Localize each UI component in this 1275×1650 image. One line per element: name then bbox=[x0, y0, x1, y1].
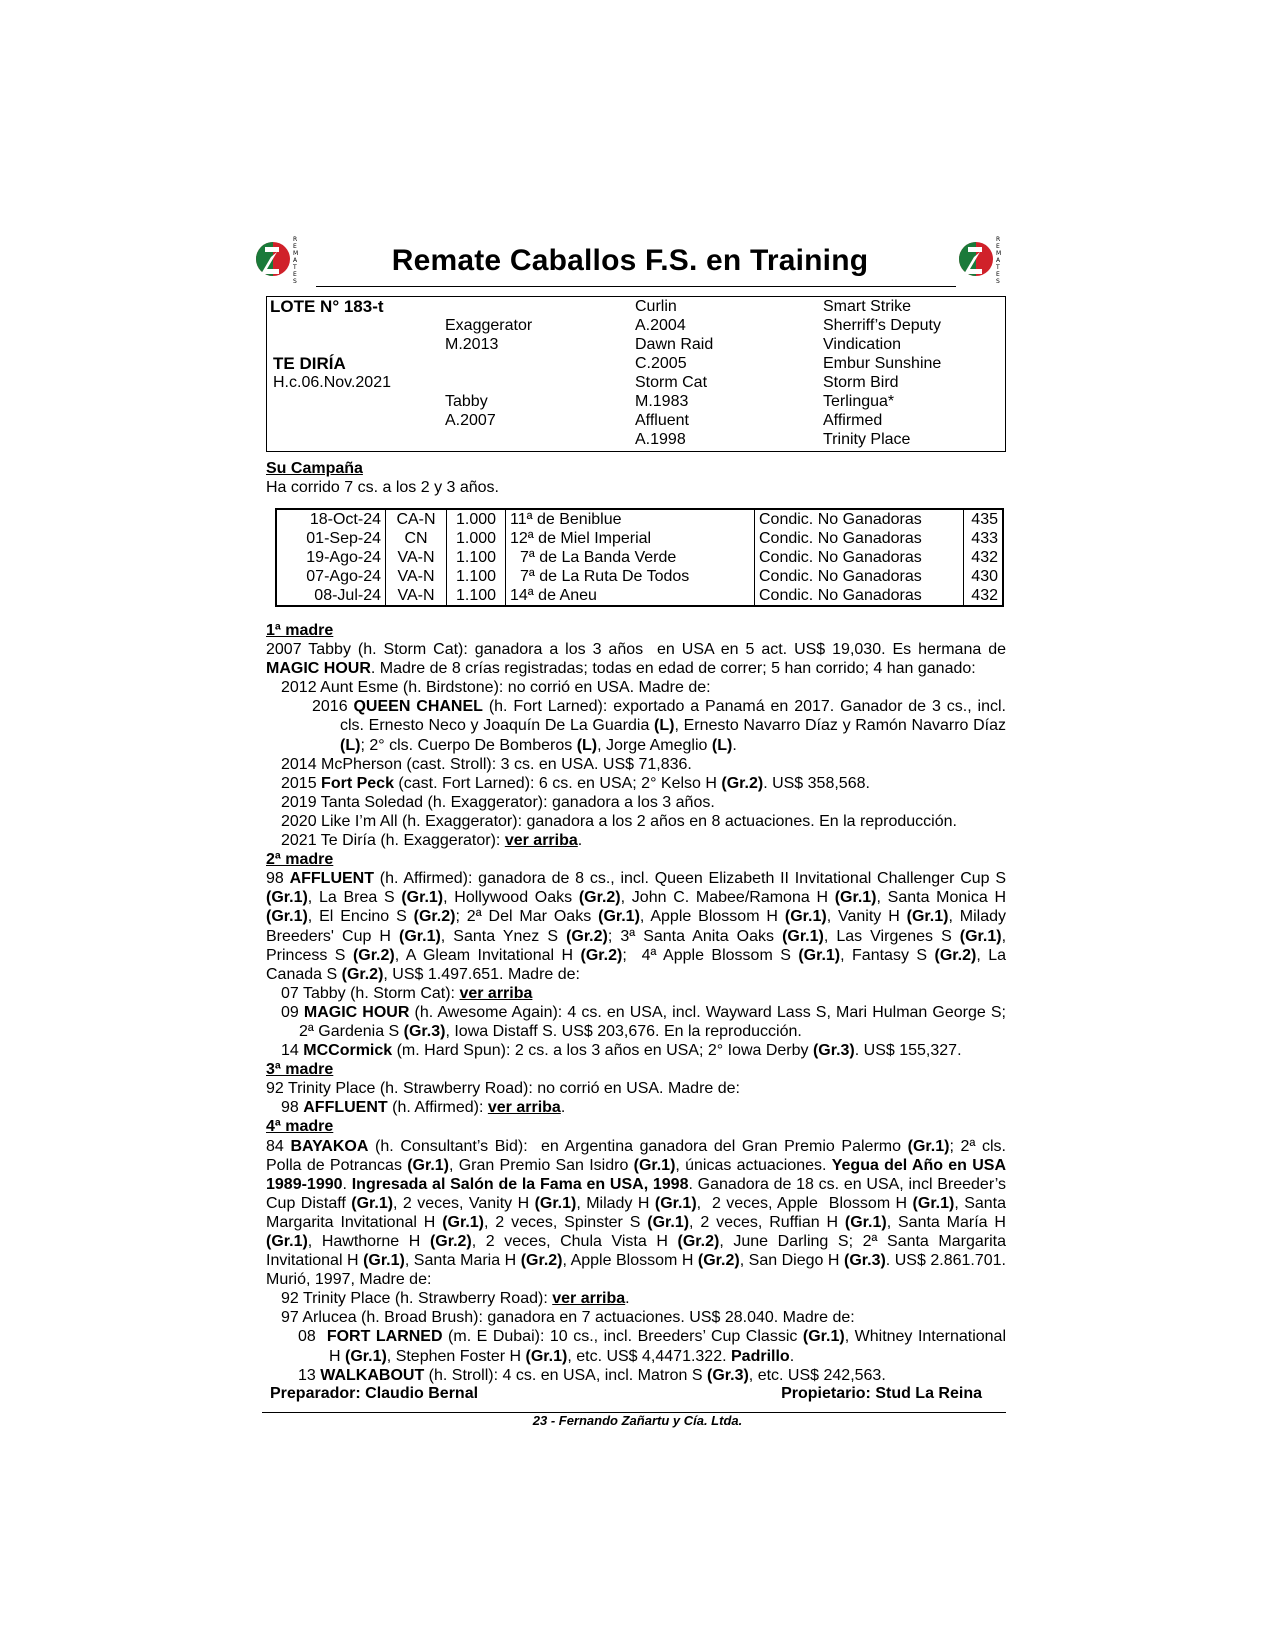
table-cell: 07-Ago-24 bbox=[306, 568, 381, 585]
list-item: 2012 Aunt Esme (h. Birdstone): no corrió en USA. Madre de: bbox=[281, 679, 711, 697]
list-item: 13 WALKABOUT (h. Stroll): 4 cs. en USA, incl. Matron S (Gr.3), etc. US$ 242,563. bbox=[298, 1366, 886, 1384]
table-cell: Condic. No Ganadoras bbox=[755, 567, 964, 586]
pedigree-notes bbox=[266, 621, 1006, 1385]
title-underline bbox=[316, 286, 956, 287]
table-cell: 7ª de La Banda Verde bbox=[506, 548, 755, 567]
table-cell: 18-Oct-24 bbox=[309, 511, 381, 528]
remates-logo-right bbox=[956, 233, 1006, 283]
table-cell: 430 bbox=[964, 567, 1004, 586]
svg-text:S: S bbox=[996, 278, 1000, 283]
list-item: 2014 McPherson (cast. Stroll): 3 cs. en USA. US$ 71,836. bbox=[281, 755, 692, 773]
granddam-2: Affluent bbox=[635, 412, 689, 429]
table-cell: 1.100 bbox=[447, 548, 506, 567]
section-1st-dam: 1ª madre bbox=[266, 622, 334, 639]
table-row bbox=[276, 509, 1003, 529]
list-item: 92 Trinity Place (h. Strawberry Road): ver arriba. bbox=[281, 1290, 630, 1308]
campaign-table bbox=[275, 508, 1004, 607]
table-row bbox=[276, 586, 1003, 606]
grandsire-2: Storm Cat bbox=[635, 374, 708, 391]
table-cell: 432 bbox=[964, 586, 1004, 606]
section-3rd-dam: 3ª madre bbox=[266, 1061, 334, 1079]
see-above-link[interactable]: ver arriba bbox=[552, 1290, 626, 1308]
table-row bbox=[276, 548, 1003, 567]
table-cell: VA-N bbox=[386, 548, 447, 567]
page-footer: 23 - Fernando Zañartu y Cía. Ltda. bbox=[532, 1413, 743, 1428]
ggen-2: Sherriff’s Deputy bbox=[823, 317, 941, 334]
see-above-link[interactable]: ver arriba bbox=[504, 832, 578, 850]
ggen-6: Terlingua* bbox=[823, 393, 895, 410]
table-cell: 1.000 bbox=[447, 509, 506, 529]
list-item: 2021 Te Diría (h. Exaggerator): ver arriba. bbox=[281, 832, 583, 850]
list-item: 08 FORT LARNED (m. E Dubai): 10 cs., incl. Breeders’ Cup Classic (Gr.1), Whitney International H (Gr.1), Stephen Foster H (Gr.1), etc. US$ 4,4471.322. Padrillo. bbox=[298, 1328, 1007, 1365]
table-cell: CA-N bbox=[386, 509, 447, 529]
ggen-5: Storm Bird bbox=[823, 374, 899, 391]
table-cell: Condic. No Ganadoras bbox=[755, 548, 964, 567]
table-cell: CN bbox=[386, 529, 447, 548]
table-row bbox=[276, 529, 1003, 548]
grandsire-1: Curlin bbox=[635, 298, 677, 315]
list-item: 07 Tabby (h. Storm Cat): ver arriba bbox=[281, 984, 533, 1002]
list-item: 98 AFFLUENT (h. Affirmed): ver arriba. bbox=[281, 1099, 566, 1117]
table-cell: 19-Ago-24 bbox=[306, 549, 381, 566]
table-cell: 1.000 bbox=[447, 529, 506, 548]
list-item: 97 Arlucea (h. Broad Brush): ganadora en 7 actuaciones. US$ 28.040. Madre de: bbox=[281, 1309, 855, 1327]
svg-text:M: M bbox=[996, 250, 1002, 257]
table-cell: 01-Sep-24 bbox=[306, 530, 381, 547]
svg-text:S: S bbox=[293, 278, 297, 283]
fourth-dam-text: 84 BAYAKOA (h. Consultant’s Bid): en Argentina ganadora del Gran Premio Palermo (Gr.1); 2ª cls. Polla de Potrancas (Gr.1), Gran Premio San Isidro (Gr.1), únicas actuaciones. Yegua del Año en USA 1989-1990. Ingresada al Salón de la Fama en USA, 1998. Ganadora de 18 cs. en USA, incl Breeder’s Cup Distaff (Gr.1), 2 veces, Vanity H (Gr.1), Milady H (Gr.1), 2 veces, Apple Blossom H (Gr.1), Santa Margarita Invitational H (Gr.1), 2 veces, Spinster S (Gr.1), 2 veces, Ruffian H (Gr.1), Santa María H (Gr.1), Hawthorne H (Gr.2), 2 veces, Chula Vista H (Gr.2), June Darling S; 2ª Santa Margarita Invitational H (Gr.1), Santa Maria H (Gr.2), Apple Blossom H (Gr.2), San Diego H (Gr.3). US$ 2.861.701. Murió, 1997, Madre de: bbox=[266, 1137, 1007, 1289]
ggen-4: Embur Sunshine bbox=[823, 355, 942, 372]
svg-text:E: E bbox=[293, 243, 297, 250]
table-cell: 432 bbox=[964, 548, 1004, 567]
list-item: 2019 Tanta Soledad (h. Exaggerator): ganadora a los 3 años. bbox=[281, 793, 715, 811]
ggen-1: Smart Strike bbox=[823, 298, 912, 315]
list-item: 09 MAGIC HOUR (h. Awesome Again): 4 cs. en USA, incl. Wayward Lass S, Mari Hulman George S; 2ª Gardenia S (Gr.3), Iowa Distaff S. US$ 203,676. En la reproducción. bbox=[281, 1003, 1006, 1040]
svg-text:M: M bbox=[293, 250, 299, 257]
table-cell: 14ª de Aneu bbox=[506, 586, 755, 606]
svg-text:R: R bbox=[293, 236, 298, 243]
section-2nd-dam: 2ª madre bbox=[266, 851, 334, 869]
section-4th-dam: 4ª madre bbox=[266, 1118, 334, 1136]
trainer-label: Preparador: Claudio Bernal bbox=[270, 1385, 479, 1402]
svg-text:A: A bbox=[293, 257, 298, 264]
svg-text:R: R bbox=[996, 236, 1001, 243]
table-cell: 11ª de Beniblue bbox=[506, 509, 755, 529]
pedigree-box bbox=[266, 296, 1006, 452]
svg-text:T: T bbox=[293, 264, 297, 271]
list-item: 14 MCCormick (m. Hard Spun): 2 cs. a los 3 años en USA; 2° Iowa Derby (Gr.3). US$ 155,327. bbox=[281, 1042, 962, 1060]
ggen-3: Vindication bbox=[823, 336, 901, 353]
table-cell: 435 bbox=[964, 509, 1004, 529]
list-item: 2020 Like I’m All (h. Exaggerator): ganadora a los 2 años en 8 actuaciones. En la reproducción. bbox=[281, 812, 957, 830]
granddam-2-info: A.1998 bbox=[635, 431, 686, 448]
svg-text:A: A bbox=[996, 257, 1001, 264]
horse-info: H.c.06.Nov.2021 bbox=[273, 374, 391, 391]
svg-text:E: E bbox=[996, 271, 1000, 278]
horse-name: TE DIRÍA bbox=[273, 354, 346, 373]
grandsire-2-info: M.1983 bbox=[635, 393, 689, 410]
sire-info: M.2013 bbox=[445, 336, 499, 353]
table-cell: Condic. No Ganadoras bbox=[755, 586, 964, 606]
grandsire-1-info: A.2004 bbox=[635, 317, 686, 334]
see-above-link[interactable]: ver arriba bbox=[487, 1099, 561, 1117]
dam-name: Tabby bbox=[445, 393, 488, 410]
table-cell: Condic. No Ganadoras bbox=[755, 509, 964, 529]
table-row bbox=[276, 567, 1003, 586]
table-cell: VA-N bbox=[386, 567, 447, 586]
table-cell: 08-Jul-24 bbox=[314, 587, 381, 604]
third-dam-text: 92 Trinity Place (h. Strawberry Road): no corrió en USA. Madre de: bbox=[266, 1080, 740, 1098]
svg-text:E: E bbox=[293, 271, 297, 278]
list-item: 2015 Fort Peck (cast. Fort Larned): 6 cs. en USA; 2° Kelso H (Gr.2). US$ 358,568. bbox=[281, 774, 870, 792]
see-above-link[interactable]: ver arriba bbox=[459, 984, 533, 1002]
owner-label: Propietario: Stud La Reina bbox=[781, 1385, 982, 1402]
granddam-1-info: C.2005 bbox=[635, 355, 687, 372]
table-cell: 1.100 bbox=[447, 567, 506, 586]
second-dam-text: 98 AFFLUENT (h. Affirmed): ganadora de 8 cs., incl. Queen Elizabeth II Invitational Challenger Cup S (Gr.1), La Brea S (Gr.1), Hollywood Oaks (Gr.2), John C. Mabee/Ramona H (Gr.1), Santa Monica H (Gr.1), El Encino S (Gr.2); 2ª Del Mar Oaks (Gr.1), Apple Blossom H (Gr.1), Vanity H (Gr.1), Milady Breeders' Cup H (Gr.1), Santa Ynez S (Gr.2); 3ª Santa Anita Oaks (Gr.1), Las Virgenes S (Gr.1), Princess S (Gr.2), A Gleam Invitational H (Gr.2); 4ª Apple Blossom S (Gr.1), Fantasy S (Gr.2), La Canada S (Gr.2), US$ 1.497.651. Madre de: bbox=[266, 870, 1007, 983]
dam-info: A.2007 bbox=[445, 412, 496, 429]
sire-name: Exaggerator bbox=[445, 317, 533, 334]
lot-number: LOTE N° 183-t bbox=[270, 297, 384, 316]
table-cell: 1.100 bbox=[447, 586, 506, 606]
granddam-1: Dawn Raid bbox=[635, 336, 714, 353]
first-dam-text: 2007 Tabby (h. Storm Cat): ganadora a los 3 años en USA en 5 act. US$ 19,030. Es hermana de MAGIC HOUR. Madre de 8 crías registradas; todas en edad de correr; 5 han corrido; 4 han ganado: bbox=[266, 641, 1006, 678]
table-cell: 12ª de Miel Imperial bbox=[506, 529, 755, 548]
campaign-summary: Ha corrido 7 cs. a los 2 y 3 años. bbox=[266, 479, 499, 496]
table-cell: VA-N bbox=[386, 586, 447, 606]
table-cell: 7ª de La Ruta De Todos bbox=[506, 567, 755, 586]
list-item: 2016 QUEEN CHANEL (h. Fort Larned): exportado a Panamá en 2017. Ganador de 3 cs., incl. cls. Ernesto Neco y Joaquín De La Guardia (L), Ernesto Navarro Díaz y Ramón Navarro Díaz (L); 2° cls. Cuerpo De Bomberos (L), Jorge Ameglio (L). bbox=[312, 698, 1006, 754]
svg-text:E: E bbox=[996, 243, 1000, 250]
table-cell: Condic. No Ganadoras bbox=[755, 529, 964, 548]
svg-text:T: T bbox=[996, 264, 1000, 271]
remates-logo-left bbox=[253, 233, 303, 283]
ggen-7: Affirmed bbox=[823, 412, 883, 429]
campaign-heading: Su Campaña bbox=[266, 460, 363, 477]
table-cell: 433 bbox=[964, 529, 1004, 548]
ggen-8: Trinity Place bbox=[823, 431, 911, 448]
page-title: Remate Caballos F.S. en Training bbox=[391, 244, 869, 277]
